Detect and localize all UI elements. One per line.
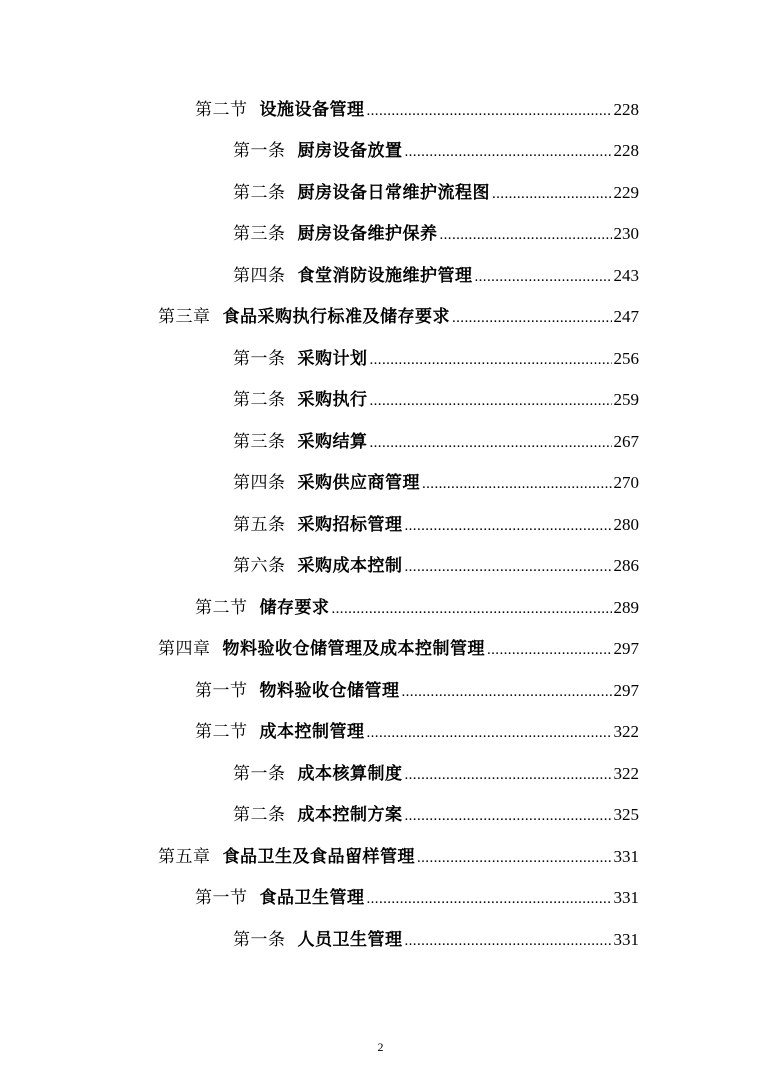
toc-page-number: 322	[613, 722, 639, 742]
toc-entry[interactable]	[0, 172, 761, 214]
toc-label: 第二节	[195, 597, 248, 618]
toc-page-number: 228	[613, 99, 639, 119]
toc-title: 采购招标管理	[297, 514, 403, 535]
toc-leader-dots	[367, 726, 612, 741]
toc-page-number: 230	[613, 224, 639, 244]
toc-leader-dots	[405, 809, 612, 824]
toc-title: 设施设备管理	[259, 99, 365, 120]
toc-leader-dots	[370, 353, 612, 368]
toc-page-number: 325	[613, 805, 639, 825]
toc-page-number: 297	[613, 639, 639, 659]
toc-leader-dots	[402, 685, 612, 700]
toc-title: 采购执行	[297, 390, 368, 411]
toc-leader-dots	[405, 560, 612, 575]
toc-leader-dots	[367, 104, 612, 119]
toc-page-number: 256	[613, 348, 639, 368]
toc-entry[interactable]	[0, 753, 761, 795]
footer-page-number: 2	[377, 1040, 384, 1054]
toc-label: 第一条	[233, 763, 286, 784]
toc-leader-dots	[405, 934, 612, 949]
toc-label: 第二条	[233, 182, 286, 203]
toc-label: 第二节	[195, 722, 248, 743]
toc-page-number: 331	[613, 888, 639, 908]
toc-leader-dots	[492, 187, 612, 202]
toc-entry[interactable]	[0, 795, 761, 837]
toc-label: 第四条	[233, 473, 286, 494]
toc-label: 第一条	[233, 348, 286, 369]
toc-leader-dots	[452, 311, 612, 326]
toc-title: 食堂消防设施维护管理	[297, 265, 473, 286]
toc-leader-dots	[487, 643, 612, 658]
toc-entry[interactable]	[0, 421, 761, 463]
toc-label: 第四章	[158, 639, 211, 660]
toc-title: 成本控制管理	[259, 722, 365, 743]
toc-entry[interactable]	[0, 131, 761, 173]
toc-leader-dots	[370, 394, 612, 409]
toc-entry[interactable]	[0, 836, 761, 878]
toc-page-number: 297	[613, 680, 639, 700]
toc-title: 成本控制方案	[297, 805, 403, 826]
toc-entry[interactable]	[0, 629, 761, 671]
toc-label: 第一节	[195, 680, 248, 701]
toc-title: 食品采购执行标准及储存要求	[222, 307, 450, 328]
toc-title: 采购供应商管理	[297, 473, 420, 494]
toc-leader-dots	[440, 228, 612, 243]
toc-entry[interactable]	[0, 297, 761, 339]
toc-page-number: 289	[613, 597, 639, 617]
toc-title: 厨房设备维护保养	[297, 224, 438, 245]
toc-label: 第三章	[158, 307, 211, 328]
toc-entry[interactable]	[0, 546, 761, 588]
toc-title: 采购结算	[297, 431, 368, 452]
toc-entry[interactable]	[0, 255, 761, 297]
toc-page-number: 228	[613, 141, 639, 161]
toc-entry[interactable]	[0, 919, 761, 961]
toc-leader-dots	[475, 270, 612, 285]
toc-leader-dots	[405, 519, 612, 534]
toc-title: 物料验收仓储管理及成本控制管理	[222, 639, 485, 660]
toc-title: 厨房设备日常维护流程图	[297, 182, 490, 203]
toc-entry[interactable]	[0, 338, 761, 380]
toc-page-number: 322	[613, 763, 639, 783]
toc-page-number: 243	[613, 265, 639, 285]
toc-page-number: 331	[613, 846, 639, 866]
toc-page-number: 267	[613, 431, 639, 451]
toc-leader-dots	[370, 436, 612, 451]
toc-title: 储存要求	[259, 597, 330, 618]
toc-title: 食品卫生及食品留样管理	[222, 846, 415, 867]
toc-title: 成本核算制度	[297, 763, 403, 784]
toc-entry[interactable]	[0, 463, 761, 505]
toc-label: 第三条	[233, 431, 286, 452]
toc-entry[interactable]	[0, 712, 761, 754]
toc-entry[interactable]	[0, 380, 761, 422]
table-of-contents	[0, 89, 761, 961]
toc-title: 厨房设备放置	[297, 141, 403, 162]
toc-label: 第二节	[195, 99, 248, 120]
toc-entry[interactable]	[0, 89, 761, 131]
toc-title: 人员卫生管理	[297, 929, 403, 950]
toc-leader-dots	[422, 477, 612, 492]
toc-page-number: 259	[613, 390, 639, 410]
toc-label: 第二条	[233, 805, 286, 826]
toc-label: 第一条	[233, 929, 286, 950]
toc-page-number: 280	[613, 514, 639, 534]
toc-page-number: 270	[613, 473, 639, 493]
toc-title: 采购计划	[297, 348, 368, 369]
toc-title: 采购成本控制	[297, 556, 403, 577]
toc-label: 第一条	[233, 141, 286, 162]
toc-label: 第六条	[233, 556, 286, 577]
toc-entry[interactable]	[0, 504, 761, 546]
toc-leader-dots	[332, 602, 612, 617]
toc-entry[interactable]	[0, 670, 761, 712]
toc-label: 第二条	[233, 390, 286, 411]
toc-page-number: 247	[613, 307, 639, 327]
toc-leader-dots	[367, 892, 612, 907]
toc-leader-dots	[417, 851, 612, 866]
toc-label: 第一节	[195, 888, 248, 909]
toc-label: 第五条	[233, 514, 286, 535]
toc-entry[interactable]	[0, 587, 761, 629]
toc-page-number: 229	[613, 182, 639, 202]
toc-title: 物料验收仓储管理	[259, 680, 400, 701]
toc-leader-dots	[405, 768, 612, 783]
toc-label: 第四条	[233, 265, 286, 286]
toc-page-number: 286	[613, 556, 639, 576]
toc-label: 第五章	[158, 846, 211, 867]
toc-entry[interactable]	[0, 214, 761, 256]
toc-label: 第三条	[233, 224, 286, 245]
toc-title: 食品卫生管理	[259, 888, 365, 909]
toc-leader-dots	[405, 145, 612, 160]
toc-entry[interactable]	[0, 878, 761, 920]
toc-page-number: 331	[613, 929, 639, 949]
